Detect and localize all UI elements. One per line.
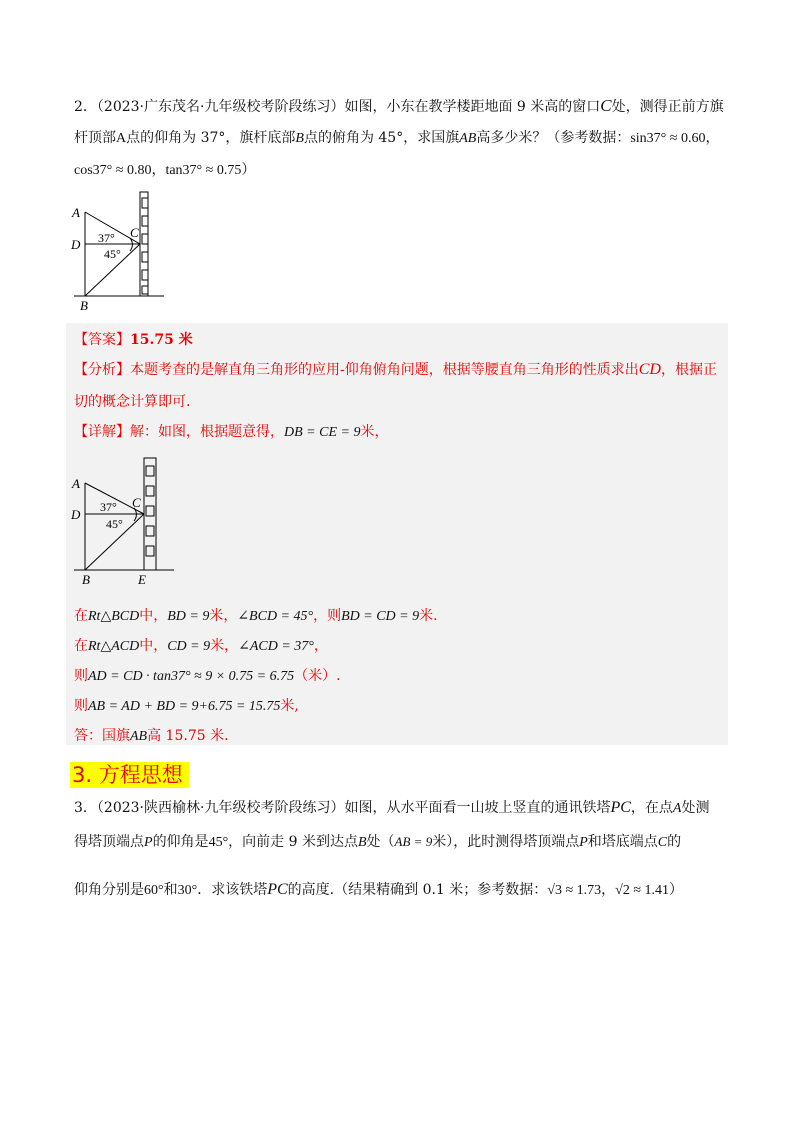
solution-label-d: D [71, 507, 81, 522]
solution-angle-37: 37° [100, 500, 117, 514]
solution-step1: 在Rt△BCD中，BD = 9米，∠BCD = 45°，则BD = CD = 9米. [74, 608, 438, 624]
figure-label-a: A [72, 205, 80, 220]
reference-sqrt2: √2 ≈ 1.41 [615, 883, 670, 898]
solution-step2: 在Rt△ACD中，CD = 9米，∠ACD = 37°， [74, 638, 328, 654]
solution-label-a: A [72, 476, 80, 491]
problem2-source: （2023·广东茂名·九年级校考阶段练习） [96, 99, 345, 115]
problem3-line2: 得塔顶端点P的仰角是45°，向前走 9 米到达点B处（AB = 9米），此时测得塔顶端点P和塔底端点C的 [74, 834, 682, 850]
solution-label-e: E [138, 572, 146, 587]
reference-tan: tan37° ≈ 0.75 [165, 163, 242, 178]
analysis-line1: 【分析】本题考查的是解直角三角形的应用-仰角俯角问题，根据等腰直角三角形的性质求出CD，根据正 [74, 361, 717, 378]
problem3-number: 3． [74, 800, 97, 816]
reference-sqrt3: √3 ≈ 1.73 [547, 883, 602, 898]
problem2-line2: 杆顶部A点的仰角为 37°，旗杆底部B点的俯角为 45°，求国旗AB高多少米？（参考数据：sin37° ≈ 0.60， [74, 130, 720, 146]
section-heading: 3. 方程思想 [70, 762, 189, 788]
solution-figure [64, 452, 184, 587]
answer-line [74, 330, 193, 350]
solution-label-b: B [82, 572, 90, 587]
solution-step3: 则AD = CD · tan37° ≈ 9 × 0.75 = 6.75（米）. [74, 668, 341, 684]
problem2-number: 2． [74, 99, 97, 115]
figure-label-c: C [130, 225, 139, 240]
analysis-tag: 【分析】 [74, 362, 130, 378]
solution-label-c: C [132, 495, 141, 510]
reference-sin: sin37° ≈ 0.60 [630, 131, 706, 146]
detail-tag: 【详解】 [74, 424, 130, 440]
figure-angle-45: 45° [104, 247, 121, 261]
answer-tag: 【答案】 [74, 332, 130, 348]
problem3-source: （2023·陕西榆林·九年级校考阶段练习） [96, 800, 345, 816]
figure-label-b: B [80, 298, 88, 313]
problem3-line1: 3．（2023·陕西榆林·九年级校考阶段练习）如图，从水平面看一山坡上竖直的通讯铁塔PC，在点A处测 [74, 799, 710, 816]
problem3-line3: 仰角分别是60°和30°．求该铁塔PC的高度.（结果精确到 0.1 米；参考数据：√3 ≈ 1.73，√2 ≈ 1.41） [74, 881, 684, 898]
reference-cos: cos37° ≈ 0.80 [74, 163, 152, 178]
problem2-line1: 2．（2023·广东茂名·九年级校考阶段练习）如图，小东在教学楼距地面 9 米高的窗口C处，测得正前方旗 [74, 96, 724, 115]
figure-label-d: D [71, 237, 81, 252]
solution-final-answer: 答：国旗AB高 15.75 米. [74, 728, 229, 744]
problem2-line3: cos37° ≈ 0.80，tan37° ≈ 0.75） [74, 162, 256, 178]
solution-step4: 则AB = AD + BD = 9+6.75 = 15.75米, [74, 698, 299, 714]
analysis-line2: 切的概念计算即可. [74, 394, 191, 410]
figure-angle-37: 37° [98, 231, 115, 245]
detail-line: 【详解】解：如图，根据题意得，DB = CE = 9米， [74, 424, 389, 440]
solution-angle-45: 45° [106, 517, 123, 531]
answer-value: 15.75 米 [130, 332, 193, 348]
problem2-figure [64, 190, 174, 315]
